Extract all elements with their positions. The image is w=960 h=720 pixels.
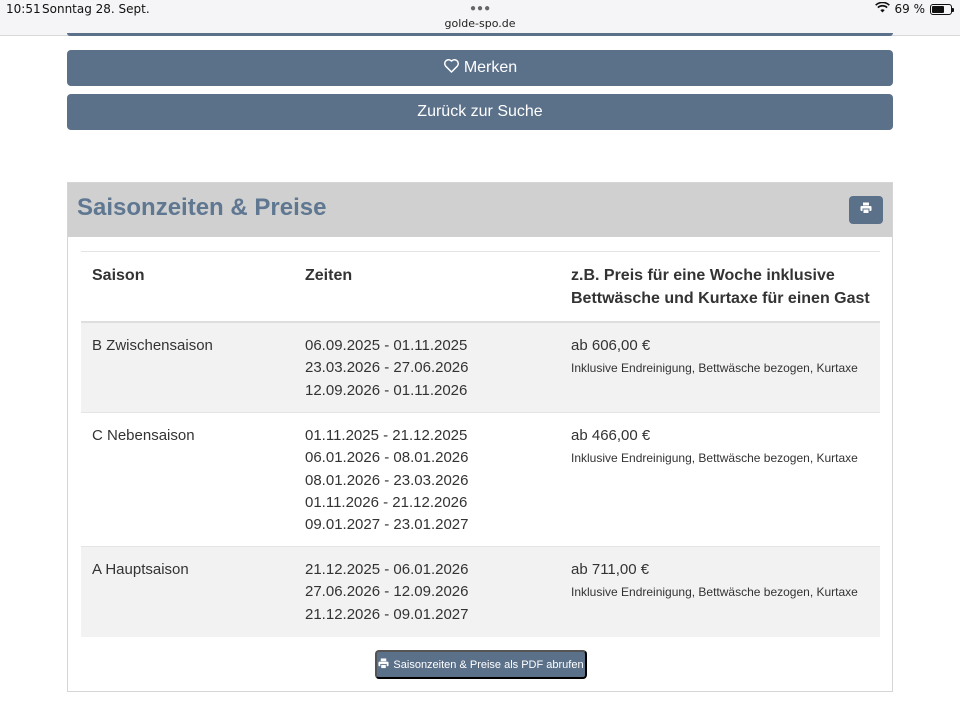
- print-icon: [378, 658, 389, 672]
- print-button[interactable]: [849, 196, 883, 224]
- address-bar-url[interactable]: golde-spo.de: [444, 17, 516, 30]
- date-range: 01.11.2026 - 21.12.2026: [305, 493, 468, 511]
- season-dates: [305, 335, 468, 402]
- date-range: 23.03.2026 - 27.06.2026: [305, 359, 469, 377]
- price-note: Inklusive Endreinigung, Bettwäsche bezogen, Kurtaxe: [571, 585, 858, 600]
- price-note: Inklusive Endreinigung, Bettwäsche bezogen, Kurtaxe: [571, 451, 858, 466]
- table-header: [81, 252, 880, 323]
- date-range: 06.01.2026 - 08.01.2026: [305, 449, 469, 467]
- header-price: [571, 264, 870, 310]
- date-range: 09.01.2027 - 23.01.2027: [305, 516, 469, 534]
- season-dates: [305, 425, 468, 536]
- date-range: 06.09.2025 - 01.11.2025: [305, 337, 468, 354]
- heart-icon: [443, 58, 460, 78]
- status-bar: [0, 0, 960, 36]
- merken-button[interactable]: [67, 50, 893, 86]
- pdf-download-button[interactable]: [375, 650, 587, 679]
- season-dates: [305, 559, 468, 626]
- price-note: Inklusive Endreinigung, Bettwäsche bezogen, Kurtaxe: [571, 361, 858, 376]
- print-icon: [860, 201, 872, 219]
- season-name: B Zwischensaison: [92, 337, 213, 354]
- price-value: ab 466,00 €: [571, 427, 651, 444]
- season-prices-panel: [67, 182, 893, 692]
- header-times: Zeiten: [305, 267, 353, 284]
- back-to-search-button[interactable]: Zurück zur Suche: [67, 94, 893, 130]
- battery-percent: 69 %: [894, 2, 925, 16]
- table-row: [81, 413, 880, 547]
- status-date: Sonntag 28. Sept.: [42, 2, 150, 16]
- pdf-button-label: Saisonzeiten & Preise als PDF abrufen: [393, 658, 584, 671]
- date-range: 21.12.2026 - 09.01.2027: [305, 605, 469, 623]
- date-range: 27.06.2026 - 12.09.2026: [305, 583, 469, 601]
- previous-section-edge: [67, 33, 893, 36]
- multitask-dots-icon[interactable]: ●●●: [470, 3, 492, 14]
- date-range: 12.09.2026 - 01.11.2026: [305, 381, 468, 399]
- header-price-line1: z.B. Preis für eine Woche inklusive: [571, 267, 835, 284]
- merken-label: Merken: [463, 59, 518, 76]
- header-price-line2: Bettwäsche und Kurtaxe für einen Gast: [571, 290, 870, 307]
- season-table: [81, 251, 880, 637]
- season-name: A Hauptsaison: [92, 561, 189, 578]
- panel-header: [68, 183, 892, 237]
- price-value: ab 606,00 €: [571, 337, 651, 354]
- battery-icon: [930, 4, 952, 15]
- wifi-icon: [875, 2, 890, 16]
- season-price: [571, 425, 858, 467]
- season-price: [571, 559, 858, 601]
- status-right: [875, 2, 953, 16]
- header-season: Saison: [92, 267, 145, 284]
- date-range: 08.01.2026 - 23.03.2026: [305, 471, 469, 489]
- table-row: [81, 323, 880, 413]
- date-range: 21.12.2025 - 06.01.2026: [305, 561, 469, 578]
- date-range: 01.11.2025 - 21.12.2025: [305, 427, 468, 444]
- season-name: C Nebensaison: [92, 427, 195, 444]
- table-row: [81, 547, 880, 637]
- season-price: [571, 335, 858, 377]
- panel-title: Saisonzeiten & Preise: [77, 194, 327, 221]
- price-value: ab 711,00 €: [571, 561, 650, 578]
- status-time: 10:51: [6, 2, 41, 16]
